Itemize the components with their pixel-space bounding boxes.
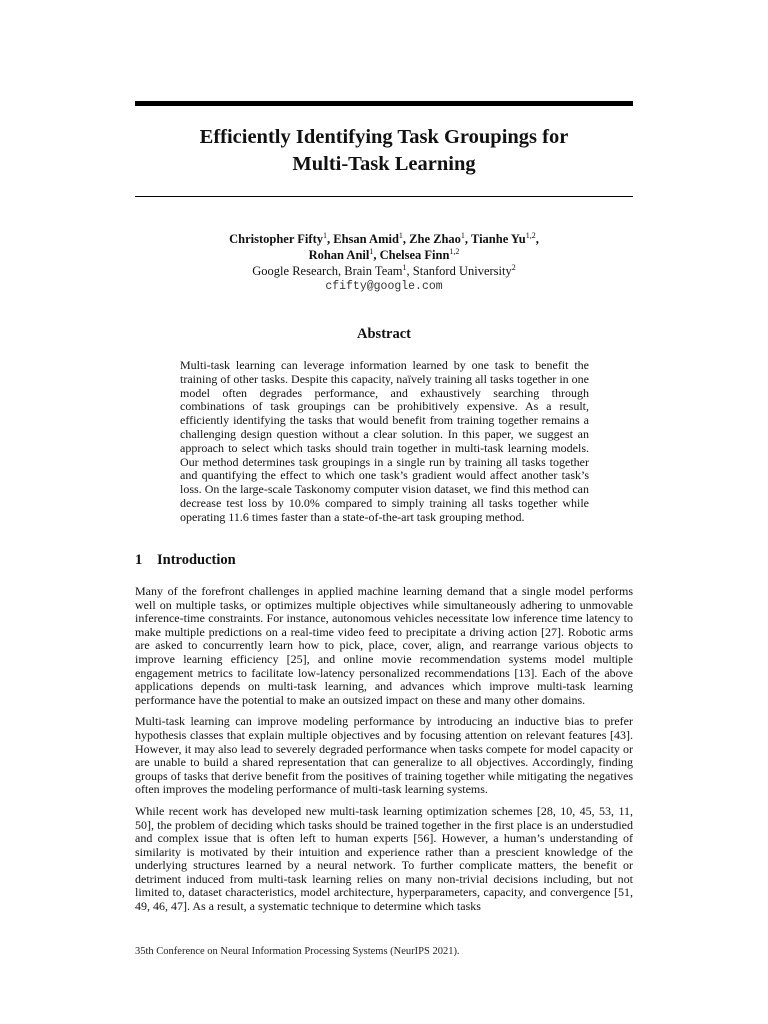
paragraph: Many of the forefront challenges in applied machine learning demand that a single model performs well on multiple tasks, or optimizes multiple objectives while simultaneously adhering to unmovable inference-time constraints. For instance, autonomous vehicles necessitate low inference time latency to make multiple predictions on a real-time video feed to precipitate a driving action [27]. Robotic arms are asked to concurrently learn how to pick, place, cover, align, and rearrange various objects to improve learning efficiency [25], and online movie recommendation systems model multiple engagement metrics to facilitate low-latency personalized recommendations [13]. Each of the above applications depends on multi-task learning, and advances which improve multi-task learning performance have the potential to make an outsized impact on these and many other domains. (135, 584, 633, 707)
author-name: Christopher Fifty (229, 232, 323, 246)
author-affiliation-mark: 1 (398, 231, 403, 240)
author-affiliation-mark: 1,2 (449, 247, 460, 256)
abstract-heading: Abstract (357, 326, 411, 342)
section-number: 1 (135, 552, 143, 568)
contact-email[interactable]: cfifty@google.com (325, 280, 443, 293)
author-block (135, 231, 633, 295)
affiliation-separator: , (406, 264, 413, 278)
conference-footnote: 35th Conference on Neural Information Processing Systems (NeurIPS 2021). (135, 946, 460, 957)
author-name: Tianhe Yu (470, 232, 526, 246)
paragraph: Multi-task learning can improve modeling performance by introducing an inductive bias to prefer hypothesis classes that explain multiple objectives and by focusing attention on relevant features [43]. However, it may also lead to severely degraded performance when tasks compete for model capacity or are unable to build a shared representation that can generalize to all objectives. Accordingly, finding groups of tasks that derive benefit from the positives of training together while mitigating the negatives often improves the modeling performance of multi-task learning systems. (135, 714, 633, 797)
affiliation-1: Google Research, Brain Team (252, 264, 403, 278)
section-heading-introduction (135, 552, 236, 569)
author-separator: , (327, 232, 334, 246)
affiliation-2-mark: 2 (511, 263, 516, 272)
title-rule (135, 196, 633, 197)
author-name: Rohan Anil (308, 248, 370, 262)
abstract-text: Multi-task learning can leverage information learned by one task to benefit the training of other tasks. Despite this capacity, naïvely training all tasks together in one model often degrades performance, and exhaustively searching through combinations of task groupings can be prohibitively expensive. As a result, efficiently identifying the tasks that would benefit from training together remains a challenging design question without a clear solution. In this paper, we suggest an approach to select which tasks should train together in multi-task learning models. Our method determines task groupings in a single run by training all tasks together and quantifying the effect to which one task’s gradient would affect another task’s loss. On the large-scale Taskonomy computer vision dataset, we find this method can decrease test loss by 10.0% compared to simply training all tasks together while operating 11.6 times faster than a state-of-the-art task grouping method. (180, 358, 589, 524)
author-name: Zhe Zhao (409, 232, 461, 246)
paragraph: While recent work has developed new multi-task learning optimization schemes [28, 10, 45, 53, 11, 50], the problem of deciding which tasks should be trained together in the first place is an understudied and complex issue that is often left to human experts [56]. However, a human’s understanding of similarity is motivated by their intuition and experience rather than a prescient knowledge of the underlying structures learned by a neural network. To further complicate matters, the benefit or detriment induced from multi-task learning relies on many non-trivial decisions including, but not limited to, dataset characteristics, model architecture, hyperparameters, capacity, and convergence [51, 49, 46, 47]. As a result, a systematic technique to determine which tasks (135, 803, 633, 914)
affiliation-2: Stanford University (412, 264, 512, 278)
author-line-2 (135, 247, 633, 263)
author-separator: , (373, 248, 380, 262)
author-affiliation-mark: 1 (460, 231, 465, 240)
title-line-1: Efficiently Identifying Task Groupings for (199, 126, 569, 148)
author-separator: , (535, 232, 539, 246)
affiliations (135, 263, 633, 279)
section-title: Introduction (157, 552, 236, 568)
author-affiliation-mark: 1,2 (525, 231, 536, 240)
author-affiliation-mark: 1 (369, 247, 374, 256)
author-affiliation-mark: 1 (323, 231, 327, 240)
top-rule (135, 101, 633, 106)
affiliation-1-mark: 1 (402, 263, 407, 272)
author-line-1 (135, 231, 633, 247)
author-name: Chelsea Finn (379, 248, 450, 262)
paper-title (135, 124, 633, 178)
author-name: Ehsan Amid (333, 232, 399, 246)
introduction-body (135, 585, 633, 922)
author-separator: , (402, 232, 410, 246)
author-separator: , (464, 232, 471, 246)
title-line-2: Multi-Task Learning (292, 153, 476, 175)
